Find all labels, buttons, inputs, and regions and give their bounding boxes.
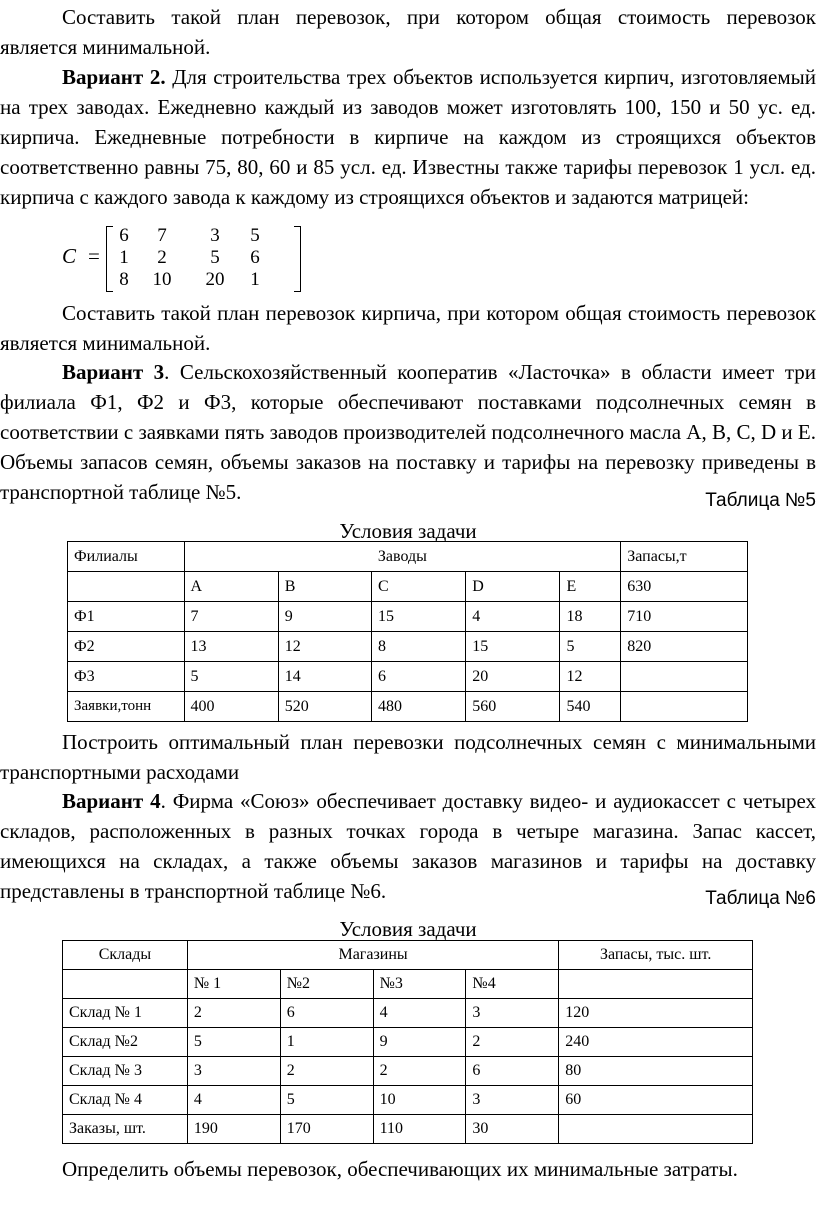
table-header: D [466,572,560,602]
table-cell: 2 [187,999,280,1028]
table-cell: 170 [280,1115,373,1144]
matrix-equals: = [88,244,100,268]
table-header: B [278,572,371,602]
table-cell: 5 [184,662,278,692]
variant-3-task: Построить оптимальный план перевозки подсолнечных семян с минимальными транспортными расходами [0,730,816,784]
variant-2-paragraph [0,62,816,212]
variant-2-task: Составить такой план перевозок кирпича, при котором общая стоимость перевозок является минимальной. [0,301,816,355]
variant-2-text: Для строительства трех объектов используется кирпич, изготовляемый на трех заводах. Ежедневно каждый из заводов может изготовлять 100, 150 и 50 ус. ед. кирпича. Ежедневные потребности в кирпиче на каждом из строящихся объектов соответственно равны 75, 80, 60 и 85 усл. ед. Известны также тарифы перевозок 1 усл. ед. кирпича с каждого завода к каждому из строящихся объектов и задаются матрицей: [0,65,816,209]
table-cell: 1 [280,1028,373,1057]
table-row [63,941,753,970]
table-cell: 5 [280,1086,373,1115]
table-5 [67,541,748,722]
table-5-label: Таблица №5 [705,490,816,511]
table-cell: 60 [559,1086,753,1115]
table-cell: 3 [466,1086,559,1115]
table-header: Запасы,т [621,542,748,572]
table-cell [559,970,753,999]
variant-4-label: Вариант 4 [62,789,161,813]
matrix-variable: C [62,244,77,268]
table-cell: 6 [371,662,465,692]
variant-2-label: Вариант 2. [62,65,166,89]
table-cell [621,692,748,722]
table-header: №2 [280,970,373,999]
table-cell: Склад №2 [63,1028,188,1057]
table-6-label: Таблица №6 [705,888,816,909]
table-cell: 560 [466,692,560,722]
table-header: Магазины [187,941,558,970]
table-cell: Склад № 3 [63,1057,188,1086]
variant-4-paragraph [0,786,816,906]
table-cell: 14 [278,662,371,692]
table-6 [62,940,753,1144]
table-header: E [560,572,621,602]
table-cell: 4 [373,999,466,1028]
table-cell: 10 [373,1086,466,1115]
table-cell: 400 [184,692,278,722]
table-cell: 120 [559,999,753,1028]
table-cell: 2 [373,1057,466,1086]
table-header: Филиалы [68,542,185,572]
matrix-cell: 1 [250,269,260,290]
table-cell: 8 [371,632,465,662]
table-row [63,1057,753,1086]
table-cell: Ф1 [68,602,185,632]
matrix-row [114,247,294,269]
table-cell: 190 [187,1115,280,1144]
matrix-cell: 3 [210,225,220,246]
table-header: Заводы [184,542,621,572]
table-row [68,572,748,602]
table-cell: 30 [466,1115,559,1144]
table-cell: 710 [621,602,748,632]
table-header: Склады [63,941,188,970]
matrix-right-bracket [294,226,301,292]
variant-3-label: Вариант 3 [62,360,165,384]
table-cell: Ф2 [68,632,185,662]
table-row [63,1115,753,1144]
table-row [68,542,748,572]
variant-3-text: . Сельскохозяйственный кооператив «Ласточка» в области имеет три филиала Ф1, Ф2 и Ф3, которые обеспечивают поставками подсолнечных семян в соответствии с заявками пять заводов производителей подсолнечного масла А, В, С, D и Е. Объемы запасов семян, объемы заказов на поставку и тарифы на перевозку приведены в транспортной таблице №5. [0,360,816,504]
table-row [68,692,748,722]
table-row [68,632,748,662]
table-cell: 110 [373,1115,466,1144]
table-cell: 80 [559,1057,753,1086]
table-cell [63,970,188,999]
table-5-caption: Условия задачи [339,519,477,543]
table-cell: Заказы, шт. [63,1115,188,1144]
table-cell: 9 [278,602,371,632]
table-cell: 240 [559,1028,753,1057]
table-cell: 2 [466,1028,559,1057]
table-header: Запасы, тыс. шт. [559,941,753,970]
matrix-row [114,225,294,247]
table-header: №3 [373,970,466,999]
table-cell: 18 [560,602,621,632]
table-cell [621,662,748,692]
matrix-row [114,269,294,291]
matrix-cell: 5 [250,225,260,246]
table-cell: 4 [466,602,560,632]
matrix-cell: 10 [152,269,172,290]
table-row [63,1028,753,1057]
variant-3-paragraph [0,357,816,507]
table-cell: Заявки,тонн [68,692,185,722]
table-cell: 13 [184,632,278,662]
table-cell: 2 [280,1057,373,1086]
matrix-cell: 6 [250,247,260,268]
table-cell: 520 [278,692,371,722]
table-cell: 20 [466,662,560,692]
table-cell: Склад № 1 [63,999,188,1028]
table-cell: 12 [560,662,621,692]
table-cell: 15 [466,632,560,662]
table-row [63,970,753,999]
table-cell: 820 [621,632,748,662]
matrix-cell: 20 [205,269,225,290]
table-cell: 540 [560,692,621,722]
table-cell: 5 [560,632,621,662]
table-cell: Склад № 4 [63,1086,188,1115]
table-cell: 4 [187,1086,280,1115]
table-cell: Ф3 [68,662,185,692]
table-header: C [371,572,465,602]
table-header: № 1 [187,970,280,999]
matrix-cell: 6 [119,225,129,246]
table-row [63,1086,753,1115]
matrix-cell: 5 [210,247,220,268]
table-cell: 630 [621,572,748,602]
matrix-cell: 2 [157,247,167,268]
table-row [63,999,753,1028]
table-cell: 9 [373,1028,466,1057]
table-cell: 6 [466,1057,559,1086]
table-cell: 6 [280,999,373,1028]
table-header: A [184,572,278,602]
intro-line: Составить такой план перевозок, при котором общая стоимость перевозок [62,5,816,29]
table-cell: 5 [187,1028,280,1057]
variant-4-task: Определить объемы перевозок, обеспечивающих их минимальные затраты. [62,1157,738,1181]
matrix-cell: 1 [119,247,129,268]
table-cell: 480 [371,692,465,722]
table-cell [559,1115,753,1144]
matrix-cell: 7 [157,225,167,246]
table-6-caption: Условия задачи [339,917,477,941]
table-cell: 12 [278,632,371,662]
table-cell: 3 [187,1057,280,1086]
table-row [68,602,748,632]
variant-4-text: . Фирма «Союз» обеспечивает доставку видео- и аудиокассет с четырех складов, расположенных в разных точках города в четыре магазина. Запас кассет, имеющихся на складах, а также объемы заказов магазинов и тарифы на доставку представлены в транспортной таблице №6. [0,789,816,903]
intro-line-2: является минимальной. [0,35,211,59]
matrix-cell: 8 [119,269,129,290]
table-header: №4 [466,970,559,999]
table-row [68,662,748,692]
table-cell: 7 [184,602,278,632]
table-cell [68,572,185,602]
table-cell: 3 [466,999,559,1028]
table-cell: 15 [371,602,465,632]
